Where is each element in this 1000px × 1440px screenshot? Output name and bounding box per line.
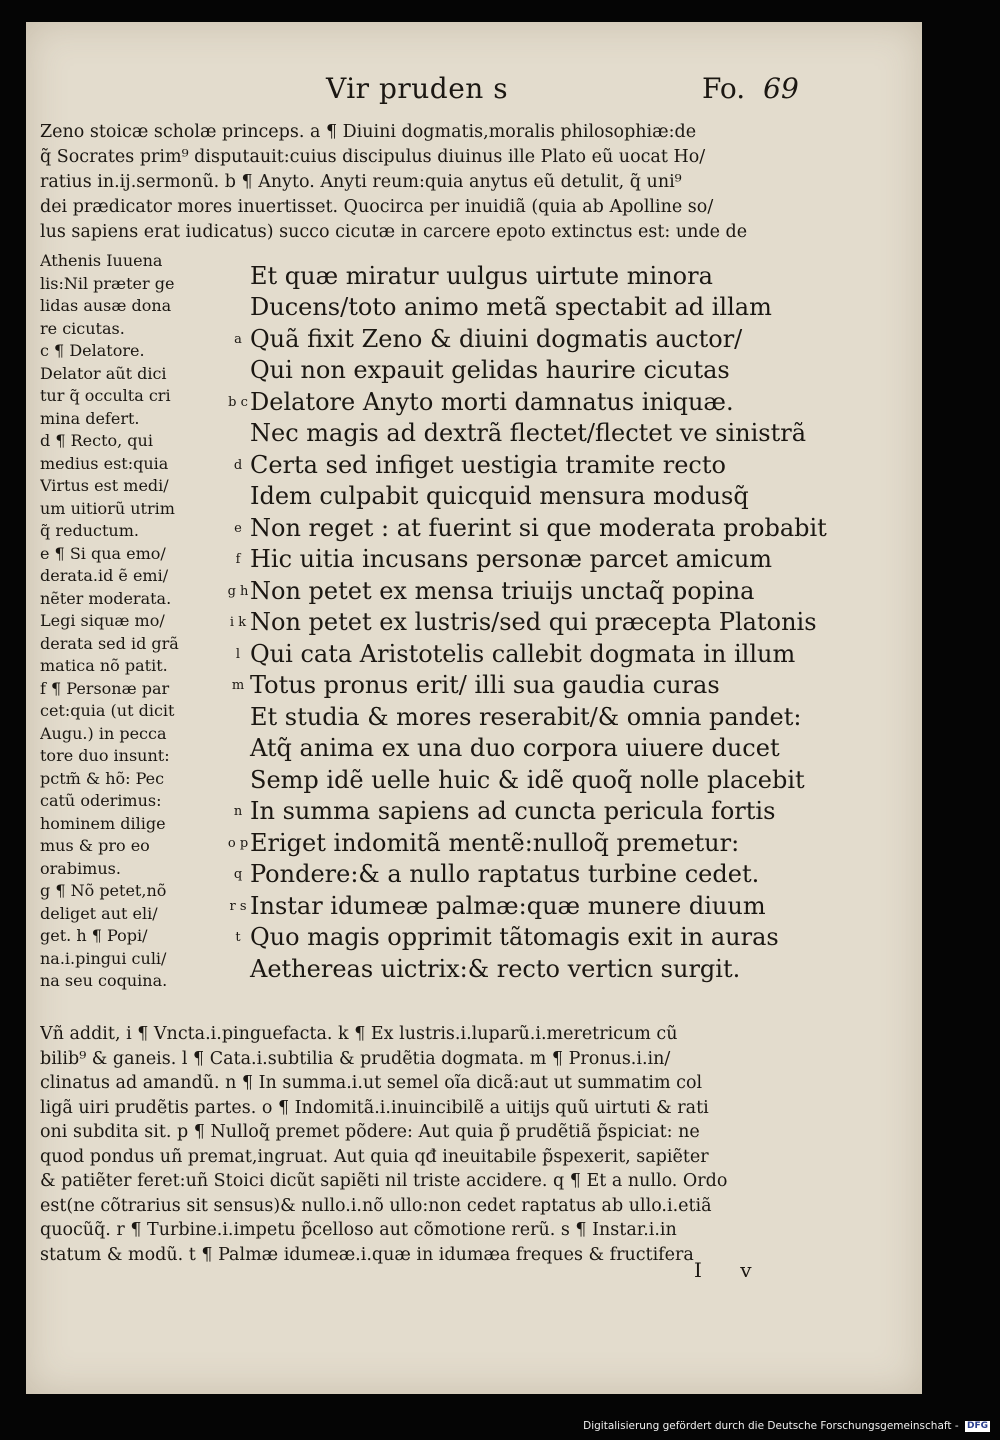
side-commentary-line: catũ oderimus:	[40, 791, 162, 810]
side-commentary-line: e ¶ Si qua emo/	[40, 543, 166, 563]
verse-text: Eriget indomitã mentẽ:nulloq̃ premetur:	[250, 828, 740, 857]
side-commentary-line: f ¶ Personæ par	[40, 678, 170, 698]
side-commentary-line: lis:Nil præter ge	[40, 273, 175, 293]
verse-text: Nec magis ad dextrã flectet/flectet ve sinistrã	[250, 419, 807, 448]
verse-marker: m	[231, 678, 245, 693]
verse-text: Totus pronus erit/ illi sua gaudia curas	[250, 671, 720, 700]
top-commentary	[40, 120, 840, 245]
verse-marker: q	[233, 867, 243, 882]
side-commentary-line: um uitiorũ utrim	[40, 498, 175, 518]
verse-text: Pondere:& a nullo raptatus turbine cedet.	[250, 860, 760, 889]
side-commentary-line: matica nõ patit.	[40, 656, 168, 675]
bottom-commentary-line: est(ne cõtrarius sit sensus)& nullo.i.nõ ullo:non cedet raptatus ab ullo.i.etiã	[40, 1195, 712, 1216]
folio	[702, 72, 799, 105]
verse-marker: a	[234, 331, 242, 347]
side-commentary-line: orabimus.	[40, 858, 121, 878]
side-commentary-line: get. h ¶ Popi/	[40, 926, 148, 945]
bottom-commentary-line: quod pondus uñ premat,ingruat. Aut quia qđ ineuitabile p̃spexerit, sapiẽter	[40, 1146, 709, 1167]
side-commentary-line: tore duo insunt:	[40, 746, 170, 765]
side-commentary-line: na seu coquina.	[40, 971, 168, 990]
side-commentary-line: pctm̃ & hõ: Pec	[40, 768, 165, 788]
side-commentary-line: Athenis Iuuena	[40, 251, 163, 270]
verse-text: Instar idumeæ palmæ:quæ munere diuum	[250, 891, 766, 920]
bottom-commentary-line: Vñ addit, i ¶ Vncta.i.pinguefacta. k ¶ Ex lustris.i.luparũ.i.meretricum cũ	[40, 1024, 678, 1044]
side-commentary-line: nẽter moderata.	[40, 588, 172, 608]
side-commentary-line: mus & pro eo	[40, 836, 150, 855]
side-commentary-line: g ¶ Nõ petet,nõ	[40, 881, 167, 900]
bottom-commentary-line: clinatus ad amandũ. n ¶ In summa.i.ut semel oĩa dicã:aut ut summatim col	[40, 1073, 703, 1093]
side-commentary-line: d ¶ Recto, qui	[40, 431, 153, 450]
bottom-commentary-line: statum & modũ. t ¶ Palmæ idumeæ.i.quæ in idumæa freques & fructifera	[40, 1244, 694, 1265]
verse-text: Quo magis opprimit tãtomagis exit in auras	[250, 923, 779, 952]
side-commentary	[40, 250, 238, 993]
verse-line	[226, 449, 866, 481]
side-commentary-line: hominem dilige	[40, 813, 166, 833]
verse-marker: l	[235, 646, 241, 662]
top-commentary-line: q̃ Socrates prim⁹ disputauit:cuius discipulus diuinus ille Plato eũ uocat Ho/	[40, 147, 706, 167]
bottom-commentary	[40, 1022, 860, 1267]
verse-text: Hic uitia incusans personæ parcet amicum	[250, 545, 773, 574]
side-commentary-line: lidas ausæ dona	[40, 296, 172, 315]
side-commentary-line: mina defert.	[40, 408, 140, 428]
verse-text: Et quæ miratur uulgus uirtute minora	[250, 261, 713, 290]
side-commentary-line: re cicutas.	[40, 318, 125, 338]
side-commentary-line: Delator aũt dici	[40, 363, 167, 383]
side-commentary-line: na.i.pingui culi/	[40, 948, 167, 968]
side-commentary-line: derata sed id grã	[40, 633, 179, 653]
side-commentary-line: c ¶ Delatore.	[40, 341, 145, 360]
verse-line	[226, 418, 866, 450]
top-commentary-line: Zeno stoicæ scholæ princeps. a ¶ Diuini dogmatis,moralis philosophiæ:de	[40, 122, 697, 142]
folio-number: 69	[763, 72, 799, 105]
verse-text: Atq̃ anima ex una duo corpora uiuere ducet	[250, 734, 780, 763]
side-commentary-line: Augu.) in pecca	[40, 723, 167, 743]
verse-text: Idem culpabit quicquid mensura modusq̃	[250, 482, 749, 511]
verse-marker: n	[233, 804, 243, 819]
verse-line	[226, 764, 866, 796]
verse-text: Certa sed infiget uestigia tramite recto	[250, 450, 726, 479]
verse-line	[226, 575, 866, 607]
verse-marker: r s	[229, 898, 247, 914]
verse-marker: t	[235, 930, 241, 945]
verse-text: Qui non expauit gelidas haurire cicutas	[250, 356, 730, 385]
bottom-commentary-line: ligã uiri prudẽtis partes. o ¶ Indomitã.i.inuincibilẽ a uitijs quũ uirtuti & rati	[40, 1097, 709, 1118]
dfg-logo-icon: DFG	[966, 1420, 988, 1431]
verse-line	[226, 922, 866, 954]
verse-line	[226, 323, 866, 355]
side-commentary-line: derata.id ẽ emi/	[40, 566, 169, 585]
verse-marker: o p	[227, 835, 249, 851]
verse-line	[226, 544, 866, 576]
verse-text: Qui cata Aristotelis callebit dogmata in illum	[250, 639, 796, 668]
verse-text: Aethereas uictrix:& recto verticn surgit.	[250, 954, 741, 983]
verse-text: Non reget : at fuerint si que moderata probabit	[250, 513, 827, 542]
verse-line	[226, 890, 866, 922]
side-commentary-line: q̃ reductum.	[40, 521, 139, 540]
folio-label: Fo.	[702, 72, 746, 105]
verse-line	[226, 292, 866, 324]
verse-line	[226, 953, 866, 985]
bottom-commentary-line: & patiẽter feret:uñ Stoici dicũt sapiẽti nil triste accidere. q ¶ Et a nullo. Ordo	[40, 1171, 728, 1191]
verse-line	[226, 670, 866, 702]
verse-block	[226, 260, 866, 985]
top-commentary-line: lus sapiens erat iudicatus) succo cicutæ in carcere epoto extinctus est: unde de	[40, 222, 748, 242]
verse-text: Quã fixit Zeno & diuini dogmatis auctor/	[250, 324, 743, 353]
verse-line	[226, 638, 866, 670]
verse-line	[226, 481, 866, 513]
verse-text: Semp idẽ uelle huic & idẽ quoq̃ nolle placebit	[250, 765, 805, 794]
verse-text: Non petet ex lustris/sed qui præcepta Platonis	[250, 608, 817, 637]
verse-marker: e	[234, 520, 242, 536]
bottom-commentary-line: bilib⁹ & ganeis. l ¶ Cata.i.subtilia & prudẽtia dogmata. m ¶ Pronus.i.in/	[40, 1048, 671, 1069]
verse-marker: d	[233, 457, 243, 473]
verse-line	[226, 386, 866, 418]
verse-line	[226, 355, 866, 387]
side-commentary-line: Virtus est medi/	[40, 476, 169, 495]
verse-line	[226, 512, 866, 544]
digitization-footer	[583, 1420, 990, 1432]
verse-line	[226, 827, 866, 859]
verse-marker: b c	[228, 394, 248, 410]
top-commentary-line: dei prædicator mores inuertisset. Quocirca per inuidiã (quia ab Apolline so/	[40, 197, 714, 217]
side-commentary-line: deliget aut eli/	[40, 903, 158, 923]
bottom-commentary-line: oni subdita sit. p ¶ Nulloq̃ premet põdere: Aut quia p̃ prudẽtiã p̃spiciat: ne	[40, 1122, 700, 1142]
verse-text: In summa sapiens ad cuncta pericula fortis	[250, 797, 776, 826]
verse-text: Delatore Anyto morti damnatus iniquæ.	[250, 387, 734, 416]
side-commentary-line: Legi siquæ mo/	[40, 611, 165, 630]
verse-marker: f	[235, 552, 241, 567]
book-page	[26, 22, 922, 1394]
side-commentary-line: tur q̃ occulta cri	[40, 386, 171, 405]
verse-text: Ducens/toto animo metã spectabit ad illam	[250, 293, 772, 322]
verse-marker: i k	[229, 615, 247, 630]
footer-text: Digitalisierung gefördert durch die Deutsche Forschungsgemeinschaft -	[583, 1420, 959, 1432]
verse-line	[226, 859, 866, 891]
bottom-commentary-line: quocũq̃. r ¶ Turbine.i.impetu p̃celloso aut cõmotione rerũ. s ¶ Instar.i.in	[40, 1220, 677, 1240]
side-commentary-line: medius est:quia	[40, 453, 169, 473]
verse-text: Non petet ex mensa triuijs unctaq̃ popina	[250, 576, 755, 605]
verse-line	[226, 796, 866, 828]
verse-marker: g h	[227, 583, 249, 599]
verse-line	[226, 701, 866, 733]
running-title: Vir pruden s	[326, 72, 509, 105]
verse-text: Et studia & mores reserabit/& omnia pandet:	[250, 702, 802, 731]
verse-line	[226, 607, 866, 639]
verse-line	[226, 733, 866, 765]
verse-line	[226, 260, 866, 292]
signature-mark: I v	[694, 1258, 768, 1282]
top-commentary-line: ratius in.ij.sermonũ. b ¶ Anyto. Anyti reum:quia anytus eũ detulit, q̃ uni⁹	[40, 172, 682, 192]
side-commentary-line: cet:quia (ut dicit	[40, 701, 175, 720]
